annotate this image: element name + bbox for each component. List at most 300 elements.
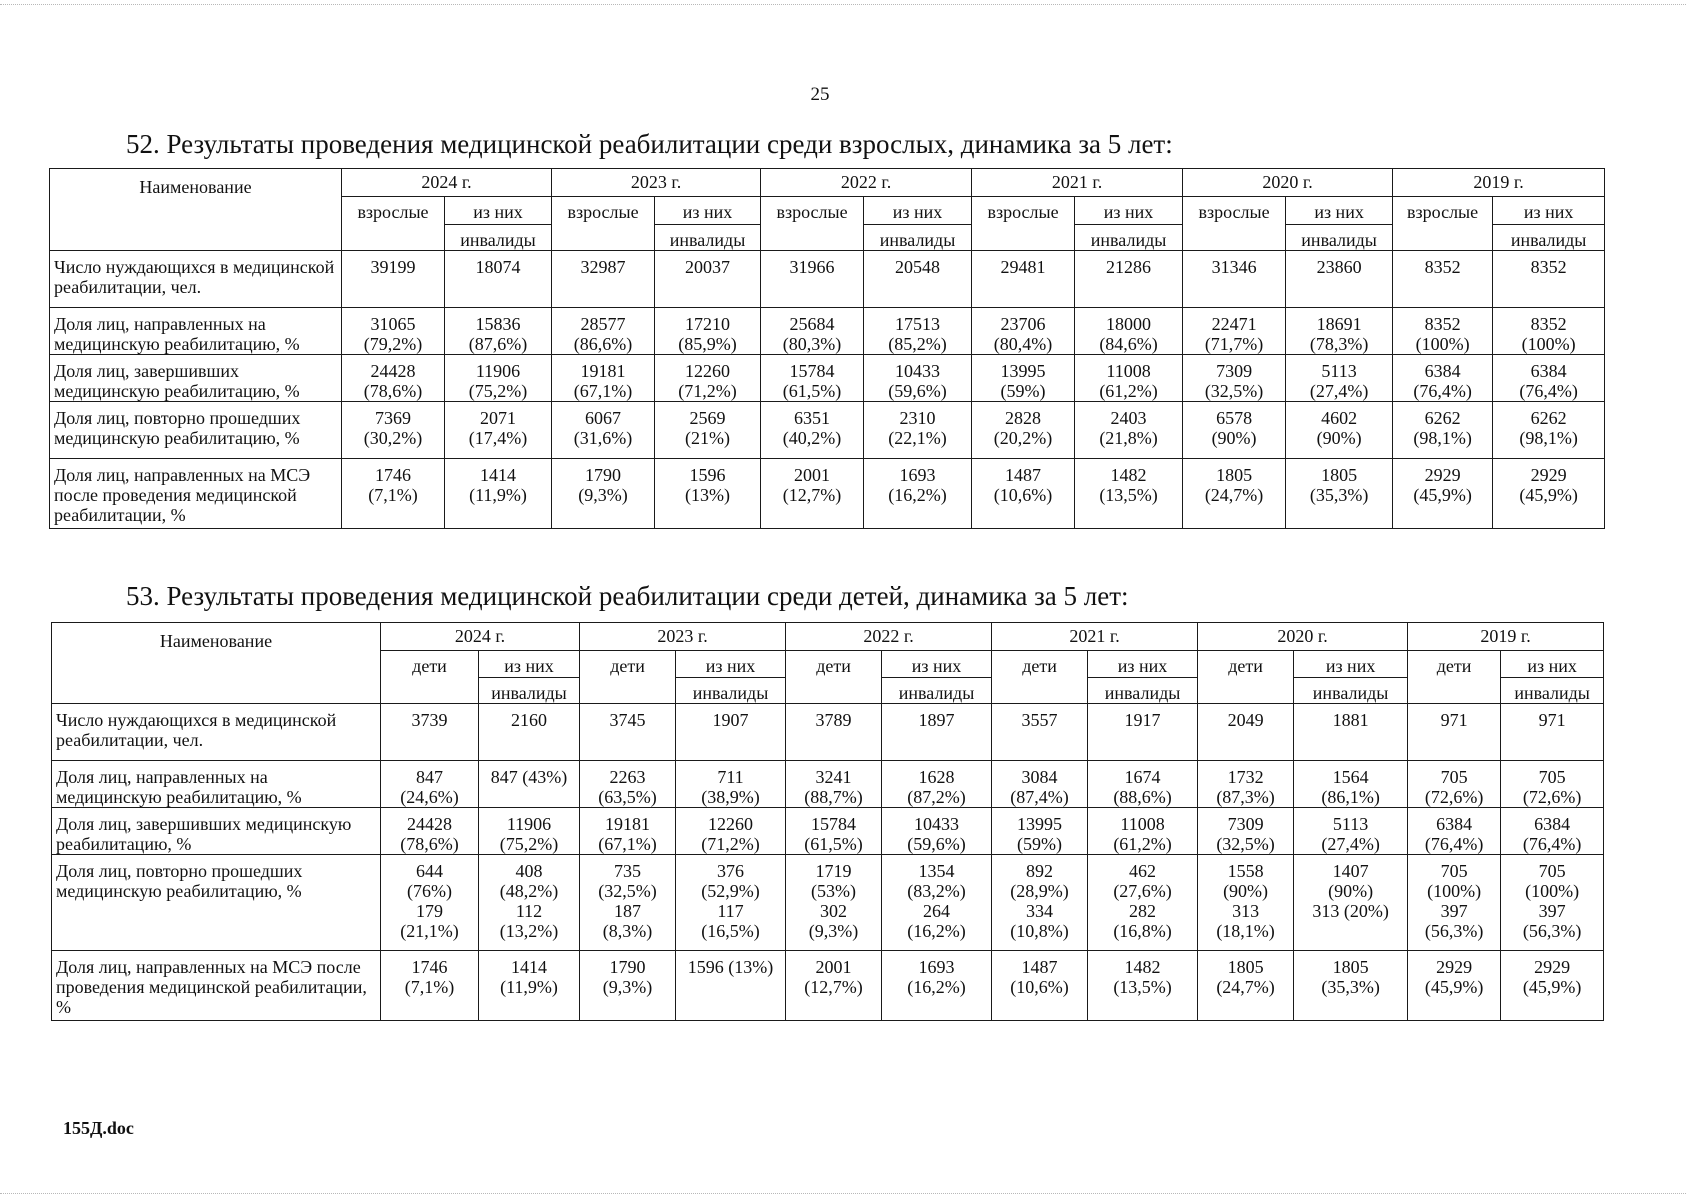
cell-line: 334 [1026,901,1054,921]
data-cell [1393,459,1493,529]
year-header: 2022 г. [786,623,992,651]
cell-line: 847 (43%) [490,767,568,787]
cell-line: 11906 [475,361,521,381]
cell-line: (45,9%) [1413,485,1472,505]
cell-line: 12260 [708,814,754,834]
cell-line: 6578 [1216,408,1253,428]
year-header: 2024 г. [381,623,580,651]
cell-line: 705 [1440,861,1468,881]
data-cell [1075,402,1183,459]
col-header-main: взрослые [972,197,1075,251]
data-cell [1501,808,1604,855]
data-cell [1198,808,1294,855]
cell-line: 735 [614,861,642,881]
data-cell [479,855,580,951]
cell-line: (16,2%) [907,921,966,941]
cell-line: (27,4%) [1321,834,1380,854]
data-cell [580,761,676,808]
col-header-disabled: инвалиды [479,678,580,704]
data-cell [381,951,479,1021]
cell-line: (59%) [1017,834,1063,854]
col-header-of-which: из них [655,197,761,225]
cell-line: 1596 (13%) [687,957,774,977]
cell-line: 2001 [815,957,852,977]
cell-line: (12,7%) [804,977,863,997]
cell-line: 15836 [475,314,521,334]
scan-edge-bottom [0,1193,1686,1194]
data-cell [864,355,972,402]
col-header-of-which: из них [1501,651,1604,678]
data-cell [1075,308,1183,355]
cell-line: 11906 [506,814,552,834]
cell-line: (53%) [811,881,857,901]
cell-line: (63,5%) [598,787,657,807]
data-cell [1183,308,1286,355]
row-label: Доля лиц, направленных на МСЭ после проведения медицинской реабилитации, % [52,951,381,1021]
table-row [50,355,1605,402]
col-header-of-which: из них [1493,197,1605,225]
data-cell [1393,308,1493,355]
table53-children [51,622,1604,1021]
year-header: 2020 г. [1183,169,1393,197]
data-cell [1286,355,1393,402]
cell-line: 11008 [1106,361,1151,381]
cell-line: (22,1%) [888,428,947,448]
cell-line: (27,4%) [1309,381,1369,401]
row-label: Доля лиц, завершивших медицинскую реабилитацию, % [50,355,342,402]
cell-line: (27,6%) [1113,881,1172,901]
data-cell [1075,459,1183,529]
cell-line: 1907 [712,710,749,730]
cell-line: 1790 [609,957,646,977]
cell-line: (52,9%) [701,881,760,901]
data-cell [1294,855,1408,951]
cell-line: (12,7%) [782,485,842,505]
cell-line: (38,9%) [701,787,760,807]
data-cell [1088,951,1198,1021]
row-label: Доля лиц, повторно прошедших медицинскую реабилитацию, % [50,402,342,459]
data-cell [864,251,972,308]
data-cell [1286,308,1393,355]
data-cell [1183,402,1286,459]
cell-line: 21286 [1106,257,1152,277]
cell-line: 2263 [609,767,646,787]
year-header: 2022 г. [761,169,972,197]
cell-line: 2071 [480,408,516,428]
cell-line: 6067 [585,408,622,428]
footer-file-name: 155Д.doc [63,1118,134,1138]
cell-line: (20,2%) [993,428,1053,448]
cell-line: (67,1%) [573,381,633,401]
col-header-of-which: из них [1294,651,1408,678]
cell-line: (40,2%) [782,428,842,448]
data-cell [864,459,972,529]
data-cell [761,402,864,459]
data-cell [1183,251,1286,308]
data-cell [552,251,655,308]
cell-line: 15784 [789,361,835,381]
data-cell [1088,855,1198,951]
cell-line: 1805 [1227,957,1264,977]
data-cell [1075,355,1183,402]
cell-line: 3241 [815,767,852,787]
cell-line: (21,1%) [400,921,459,941]
cell-line: (24,6%) [400,787,459,807]
cell-line: (78,3%) [1309,334,1369,354]
data-cell [676,855,786,951]
cell-line: 17210 [685,314,731,334]
data-cell [992,761,1088,808]
cell-line: 20037 [685,257,731,277]
data-cell [445,402,552,459]
data-cell [1294,761,1408,808]
cell-line: (9,3%) [808,921,859,941]
cell-line: (45,9%) [1519,485,1578,505]
data-cell [580,704,676,761]
cell-line: (76,4%) [1522,834,1582,854]
cell-line: 8352 [1530,257,1567,277]
cell-line: 11008 [1120,814,1165,834]
col-header-of-which: из них [1286,197,1393,225]
cell-line: (80,3%) [782,334,842,354]
cell-line: 1596 [689,465,726,485]
cell-line: (45,9%) [1424,977,1484,997]
cell-line: (85,2%) [888,334,947,354]
cell-line: (90%) [1223,881,1269,901]
cell-line: (56,3%) [1424,921,1484,941]
year-header: 2019 г. [1393,169,1605,197]
cell-line: 2001 [794,465,831,485]
data-cell [864,308,972,355]
cell-line: 1414 [511,957,547,977]
cell-line: 29481 [1000,257,1046,277]
cell-line: 7309 [1216,361,1253,381]
data-cell [972,251,1075,308]
cell-line: 1487 [1021,957,1058,977]
cell-line: 1628 [918,767,955,787]
data-cell [1286,402,1393,459]
cell-line: 1746 [375,465,411,485]
cell-line: 376 [717,861,745,881]
cell-line: (84,6%) [1099,334,1158,354]
data-cell [342,459,445,529]
cell-line: (13,2%) [499,921,559,941]
data-cell [479,808,580,855]
cell-line: (86,6%) [573,334,633,354]
data-cell [342,308,445,355]
data-cell [1075,251,1183,308]
cell-line: 2929 [1534,957,1571,977]
cell-line: 1674 [1124,767,1161,787]
cell-line: (11,9%) [500,977,558,997]
col-header-main: взрослые [342,197,445,251]
cell-line: (98,1%) [1519,428,1578,448]
table53-title: 53. Результаты проведения медицинской реабилитации среди детей, динамика за 5 лет: [126,581,1129,611]
page-number: 25 [810,84,830,105]
col-header-main: дети [992,651,1088,704]
table-row [50,459,1605,529]
cell-line: 1719 [815,861,852,881]
table-row [52,761,1604,808]
data-cell [1393,355,1493,402]
header-row-years [52,623,1604,651]
cell-line: 8352 [1424,314,1461,334]
scan-edge-top [0,4,1686,5]
table-row [52,855,1604,951]
table-row [50,402,1605,459]
cell-line: 22471 [1211,314,1257,334]
header-name: Наименование [50,169,342,251]
col-header-main: дети [580,651,676,704]
data-cell [676,951,786,1021]
data-cell [1183,355,1286,402]
col-header-of-which: из них [445,197,552,225]
cell-line: 1482 [1124,957,1161,977]
data-cell [992,951,1088,1021]
data-cell [1501,855,1604,951]
cell-line: (32,5%) [1216,834,1275,854]
data-cell [761,459,864,529]
cell-line: (35,3%) [1309,485,1369,505]
cell-line: 12260 [685,361,731,381]
cell-line: (17,4%) [468,428,528,448]
data-cell [676,704,786,761]
cell-line: 5113 [1332,814,1369,834]
cell-line: (16,2%) [888,485,947,505]
data-cell [1408,808,1501,855]
cell-line: (48,2%) [499,881,559,901]
cell-line: 2160 [511,710,547,730]
data-cell [1493,251,1605,308]
cell-line: 117 [717,901,744,921]
cell-line: 892 [1026,861,1054,881]
data-cell [972,402,1075,459]
cell-line: (76,4%) [1519,381,1578,401]
row-label: Число нуждающихся в медицинской реабилитации, чел. [52,704,381,761]
cell-line: (10,8%) [1010,921,1069,941]
cell-line: 1354 [918,861,955,881]
data-cell [1088,761,1198,808]
cell-line: 2569 [689,408,726,428]
data-cell [1501,761,1604,808]
cell-line: 10433 [914,814,960,834]
cell-line: (21%) [685,428,731,448]
data-cell [1294,951,1408,1021]
row-label: Доля лиц, направленных на медицинскую реабилитацию, % [50,308,342,355]
cell-line: (10,6%) [1010,977,1069,997]
data-cell [882,704,992,761]
cell-line: (85,9%) [678,334,737,354]
data-cell [761,308,864,355]
cell-line: (16,5%) [701,921,760,941]
data-cell [445,308,552,355]
cell-line: (35,3%) [1321,977,1380,997]
cell-line: 1897 [918,710,955,730]
cell-line: (86,1%) [1321,787,1380,807]
data-cell [972,308,1075,355]
cell-line: (100%) [1521,334,1576,354]
cell-line: (100%) [1427,881,1482,901]
data-cell [1408,704,1501,761]
cell-line: (59,6%) [907,834,966,854]
cell-line: 1414 [480,465,516,485]
cell-line: 24428 [407,814,452,834]
cell-line: 2828 [1005,408,1042,428]
data-cell [479,761,580,808]
cell-line: (32,5%) [1204,381,1264,401]
cell-line: 19181 [605,814,651,834]
cell-line: (61,5%) [782,381,842,401]
cell-line: 18000 [1106,314,1152,334]
cell-line: 1693 [918,957,955,977]
cell-line: 3789 [815,710,852,730]
data-cell [445,251,552,308]
col-header-main: дети [1198,651,1294,704]
cell-line: (71,7%) [1204,334,1264,354]
cell-line: 1917 [1124,710,1161,730]
cell-line: (87,4%) [1010,787,1069,807]
cell-line: 1558 [1227,861,1264,881]
cell-line: (9,3%) [578,485,628,505]
table-row [50,251,1605,308]
cell-line: (75,2%) [468,381,528,401]
row-label: Доля лиц, завершивших медицинскую реабилитацию, % [52,808,381,855]
data-cell [655,459,761,529]
data-cell [992,704,1088,761]
data-cell [972,355,1075,402]
cell-line: 711 [717,767,744,787]
cell-line: 6262 [1530,408,1567,428]
cell-line: (16,2%) [907,977,966,997]
table-row [52,704,1604,761]
cell-line: (59,6%) [888,381,947,401]
cell-line: 187 [614,901,642,921]
cell-line: 3739 [411,710,448,730]
cell-line: 24428 [370,361,416,381]
data-cell [992,855,1088,951]
data-cell [552,402,655,459]
cell-line: 8352 [1530,314,1567,334]
table-row [50,308,1605,355]
cell-line: 1482 [1110,465,1147,485]
data-cell [786,704,882,761]
year-header: 2023 г. [552,169,761,197]
cell-line: 1805 [1216,465,1253,485]
cell-line: 6384 [1534,814,1571,834]
data-cell [552,459,655,529]
cell-line: 6351 [794,408,831,428]
year-header: 2020 г. [1198,623,1408,651]
cell-line: (67,1%) [598,834,657,854]
col-header-main: дети [1408,651,1501,704]
cell-line: 462 [1129,861,1157,881]
cell-line: (79,2%) [363,334,423,354]
data-cell [786,951,882,1021]
col-header-main: взрослые [1183,197,1286,251]
data-cell [1088,808,1198,855]
cell-line: (30,2%) [363,428,423,448]
data-cell [479,704,580,761]
cell-line: 705 [1538,767,1566,787]
table52-title: 52. Результаты проведения медицинской реабилитации среди взрослых, динамика за 5 лет: [126,129,1173,159]
cell-line: 4602 [1321,408,1358,428]
col-header-main: дети [786,651,882,704]
data-cell [342,402,445,459]
cell-line: (98,1%) [1413,428,1472,448]
col-header-disabled: инвалиды [1075,225,1183,251]
cell-line: 25684 [789,314,835,334]
year-header: 2024 г. [342,169,552,197]
cell-line: 2929 [1424,465,1461,485]
cell-line: 2310 [899,408,936,428]
col-header-of-which: из них [479,651,580,678]
cell-line: 313 (20%) [1312,901,1389,921]
cell-line: (28,9%) [1010,881,1069,901]
cell-line: (90%) [1316,428,1362,448]
data-cell [882,951,992,1021]
data-cell [882,855,992,951]
cell-line: 1881 [1332,710,1369,730]
cell-line: (76%) [407,881,452,901]
cell-line: (75,2%) [499,834,559,854]
cell-line: 6384 [1424,361,1461,381]
cell-line: 3745 [609,710,646,730]
col-header-disabled: инвалиды [445,225,552,251]
data-cell [1286,459,1393,529]
col-header-disabled: инвалиды [655,225,761,251]
cell-line: (72,6%) [1424,787,1484,807]
year-header: 2021 г. [992,623,1198,651]
col-header-of-which: из них [1088,651,1198,678]
cell-line: 644 [416,861,443,881]
data-cell [552,355,655,402]
col-header-of-which: из них [882,651,992,678]
cell-line: 2929 [1436,957,1473,977]
data-cell [1198,855,1294,951]
cell-line: (71,2%) [678,381,737,401]
row-label: Число нуждающихся в медицинской реабилитации, чел. [50,251,342,308]
cell-line: 2049 [1227,710,1264,730]
cell-line: 179 [416,901,443,921]
col-header-disabled: инвалиды [882,678,992,704]
cell-line: (18,1%) [1216,921,1275,941]
data-cell [972,459,1075,529]
cell-line: (7,1%) [368,485,418,505]
data-cell [882,761,992,808]
data-cell [580,951,676,1021]
cell-line: 302 [820,901,848,921]
cell-line: 1564 [1332,767,1369,787]
col-header-of-which: из них [864,197,972,225]
data-cell [1408,855,1501,951]
data-cell [786,808,882,855]
data-cell [381,808,479,855]
cell-line: (56,3%) [1522,921,1582,941]
cell-line: 13995 [1000,361,1046,381]
col-header-disabled: инвалиды [1501,678,1604,704]
row-label: Доля лиц, направленных на МСЭ после проведения медицинской реабилитации, % [50,459,342,529]
cell-line: (24,7%) [1204,485,1264,505]
data-cell [445,459,552,529]
cell-line: 1805 [1321,465,1358,485]
cell-line: 19181 [580,361,626,381]
cell-line: 313 [1232,901,1260,921]
data-cell [1501,704,1604,761]
cell-line: 20548 [895,257,941,277]
cell-line: (88,6%) [1113,787,1172,807]
data-cell [655,308,761,355]
cell-line: (9,3%) [602,977,653,997]
